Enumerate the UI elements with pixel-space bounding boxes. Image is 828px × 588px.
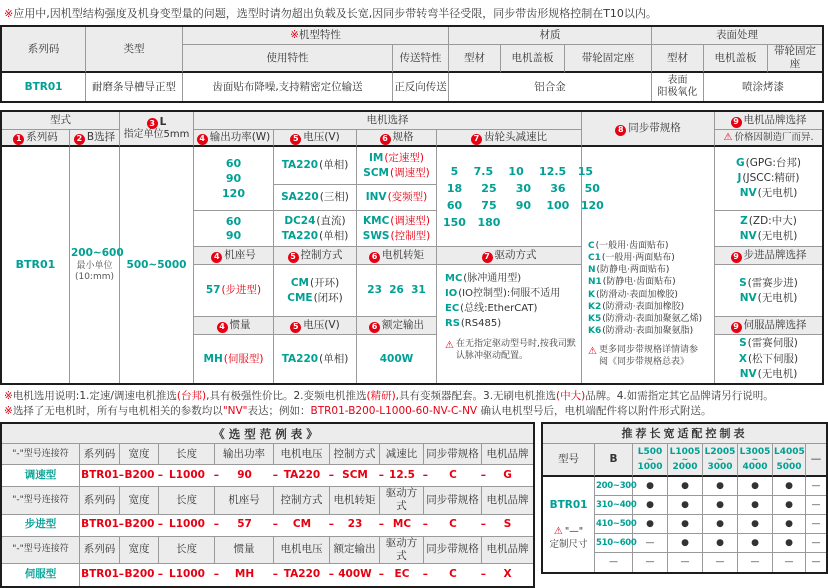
col-header: 驱动方式 (380, 487, 424, 514)
spec-ac2: INV(变频型) (357, 185, 437, 211)
example-value: C – (424, 515, 482, 537)
example-table (0, 422, 535, 588)
header-pulley-seat: 带轮固定座 (565, 45, 652, 73)
power-dc-values: 60 90 (194, 211, 274, 247)
l-range-value: 500~5000 (120, 147, 194, 383)
spacer (544, 512, 593, 526)
control-mode-values: CM(开环) CME(闭环) (274, 265, 357, 317)
example-value: 12.5 – (380, 465, 424, 487)
servo-brand-list: S(雷赛伺服) X(松下伺服) NV(无电机) (738, 337, 799, 380)
b-range: 410~500 (595, 515, 633, 534)
col-header: "-"型号连接符 (2, 487, 80, 514)
col-header: 系列码 (80, 444, 120, 465)
avail-dot: ● (703, 496, 738, 515)
avail-dot: ● (773, 534, 806, 553)
brand-dc-list: Z(ZD:中大) NV(无电机) (715, 211, 822, 247)
frame-size-value: 57(步进型) (194, 265, 274, 317)
avail-dot: ● (738, 534, 773, 553)
voltage-servo-value: TA220(单相) (274, 335, 357, 383)
avail-dot: ● (773, 515, 806, 534)
num8-icon: 8 (615, 125, 626, 136)
voltage-dc: DC24(直流) TA220(单相) (274, 211, 357, 247)
b-range: 200~300 (595, 477, 633, 496)
avail-dot: ● (738, 515, 773, 534)
col-header: 惯量 (215, 537, 274, 564)
avail-dot: ● (668, 534, 703, 553)
avail-dot: — (633, 553, 668, 572)
header-brand-selection: 9 电机品牌选择 (715, 112, 822, 130)
header-length: 3 L 指定单位5mm (120, 112, 194, 147)
row-label-stepper-type: 步进型 (2, 515, 80, 537)
drive-note: ⚠ 在无指定驱动型号时,按我司默 认脉冲驱动配置。 (445, 339, 576, 361)
avail-dot: — (668, 553, 703, 572)
motor-selection-table (0, 110, 824, 385)
col-header: 宽度 (120, 444, 159, 465)
num4-icon: 4 (217, 322, 228, 333)
top-note-text: 应用中,因机型结构强度及机身变型量的问题，选型时请勿超出负载及长宽,因同步带转弯半径受限，同步带齿形规格控制在T10以内。 (13, 7, 657, 20)
example-value: B200 – (124, 568, 163, 581)
col-header: 电机转矩 (330, 487, 380, 514)
header-voltage-servo: 5 电压(V) (274, 317, 357, 335)
example-value: C – (424, 465, 482, 487)
col-header: 同步带规格 (424, 537, 482, 564)
num9-icon: 9 (731, 117, 742, 128)
header-step-brand: 9 步进品牌选择 (715, 247, 822, 265)
voltage-ac2: SA220(三相) (274, 185, 357, 211)
avail-dot: ● (738, 477, 773, 496)
row-label-servo-type: 伺服型 (2, 564, 80, 586)
drive-mode-list: MC(脉冲通用型) IO(IO控制型):伺服不适用 EC(总线:EtherCAT) RS(RS485) ⚠ 在无指定驱动型号时,按我司默 认脉冲驱动配置。 (437, 265, 582, 383)
avail-dot: — (773, 553, 806, 572)
example-value: 57 – (215, 515, 274, 537)
example-value: B200 – (120, 515, 159, 537)
recommend-table (541, 422, 828, 574)
header-material: 材质 (449, 27, 652, 45)
avail-dot: — (806, 515, 826, 534)
avail-dot: — (806, 496, 826, 515)
b-range: — (595, 553, 633, 572)
header-output-power: 4 输出功率(W) (194, 130, 274, 147)
num4-icon: 4 (197, 134, 208, 145)
header-pulley-seat: 带轮固定座 (768, 45, 822, 73)
example-value: 90 – (215, 465, 274, 487)
example-value: L1000 – (159, 465, 215, 487)
header-belt-spec: 8 同步带规格 (582, 112, 715, 147)
avail-dot: — (811, 557, 821, 568)
ref-mark-icon: ※ (4, 405, 13, 418)
header-voltage: 5 电压(V) (274, 130, 357, 147)
torque-values: 23 26 31 (357, 265, 437, 317)
b-range: 510~600 (595, 534, 633, 553)
col-header: 同步带规格 (424, 444, 482, 465)
header-model-group: 型式 (2, 112, 120, 130)
material-value: 铝合金 (449, 73, 652, 101)
num7-icon: 7 (482, 252, 493, 263)
avail-dot: — (633, 534, 668, 553)
header-motor-cover: 电机盖板 (501, 45, 565, 73)
example-value: 23 – (330, 515, 380, 537)
avail-dot: ● (668, 515, 703, 534)
example-value: S (482, 515, 533, 537)
num6-icon: 6 (369, 252, 380, 263)
header-gear-ratio: 7 齿轮头减速比 (437, 130, 582, 147)
header-l-range: L4005 ~ 5000 (773, 444, 806, 477)
row-label-speed-type: 调速型 (2, 465, 80, 487)
inertia-value: MH(伺服型) (194, 335, 274, 383)
transfer-feature-value: 正反向传送 (393, 73, 449, 101)
header-inertia: 4 惯量 (194, 317, 274, 335)
col-header: 输出功率 (215, 444, 274, 465)
ref-mark-icon: ※ (4, 7, 14, 20)
num3-icon: 3 (147, 118, 158, 129)
step-brand-list: S(雷赛步进) NV(无电机) (715, 265, 822, 317)
example-value: MC – (380, 515, 424, 537)
header-b: B (595, 444, 633, 477)
avail-dot: ● (668, 496, 703, 515)
series-code-value: BTR01 (2, 73, 86, 101)
belt-note: ⚠ 更多同步带规格详情请参 阅《同步带规格总表》 (588, 345, 698, 367)
num5-icon: 5 (290, 322, 301, 333)
note-line-1: ※电机选用说明:1.定速/调速电机推选(台邦),具有极强性价比。2.变频电机推选(精研),具有变频器配套。3.无刷电机推选(中大)品牌。4.如需指定其它品牌请另行说明。 (4, 390, 774, 403)
col-header: 宽度 (120, 537, 159, 564)
header-use-feature: 使用特性 (183, 45, 393, 73)
avail-dot: ● (773, 496, 806, 515)
header-l-range: L1005 ~ 2000 (668, 444, 703, 477)
header-model: 型号 (543, 444, 595, 477)
header-dash: — (806, 444, 826, 477)
spec-table (0, 25, 824, 103)
example-value: BTR01 – (80, 465, 120, 487)
use-feature-value: 齿面贴布降噪,支持精密定位输送 (183, 73, 393, 101)
num1-icon: 1 (13, 134, 24, 145)
avail-dot: — (806, 477, 826, 496)
top-note (4, 5, 820, 21)
avail-dot: ● (773, 477, 806, 496)
col-header: 电机电压 (274, 444, 330, 465)
spec-dc: KMC(调速型) SWS(控制型) (357, 211, 437, 247)
surface-profile-value: 表面 阳极氧化 (652, 73, 704, 101)
num6-icon: 6 (369, 322, 380, 333)
col-header: 控制方式 (274, 487, 330, 514)
header-drive-mode: 7 驱动方式 (437, 247, 582, 265)
col-header: 系列码 (80, 487, 120, 514)
header-profile: 型材 (449, 45, 501, 73)
col-header: 额定输出 (330, 537, 380, 564)
col-header: 系列码 (80, 537, 120, 564)
col-header: "-"型号连接符 (2, 537, 80, 564)
col-header: 长度 (159, 444, 215, 465)
header-type: 类型 (86, 27, 183, 73)
header-profile: 型材 (652, 45, 704, 73)
header-motor-cover: 电机盖板 (704, 45, 768, 73)
avail-dot: ● (633, 496, 668, 515)
num5-icon: 5 (290, 134, 301, 145)
b-range-value: 200~600 最小单位 (10:mm) (70, 147, 120, 383)
example-value: MH – (234, 568, 278, 581)
warning-icon: ⚠ (588, 346, 597, 358)
header-frame-size: 4 机座号 (194, 247, 274, 265)
example-value: G (482, 465, 533, 487)
header-control-mode: 5 控制方式 (274, 247, 357, 265)
col-header: 宽度 (120, 487, 159, 514)
header-l-range: L500 ~ 1000 (633, 444, 668, 477)
col-header: 机座号 (215, 487, 274, 514)
avail-dot: ● (703, 515, 738, 534)
col-header: 同步带规格 (424, 487, 482, 514)
b-range: 310~400 (595, 496, 633, 515)
voltage-ac1: TA220(单相) (274, 147, 357, 185)
example-value: C – (449, 568, 486, 581)
example-value: BTR01 – (80, 515, 120, 537)
num7-icon: 7 (471, 134, 482, 145)
example-value: SCM – (330, 465, 380, 487)
example-value: 400W – (338, 568, 384, 581)
belt-spec-list: C(一般用·齿面贴布) C1(一般用·两面贴布) N(防静电·两面贴布) N1(防静电·齿面贴布) K(防滑动·表面加橡胶) K2(防滑动·表面加橡胶) K5(防滑动·表面加聚氨乙烯) K6(防滑动·表面加聚氨脂) ⚠ 更多同步带规格详情请参 阅《同步带规格总表》 (582, 147, 715, 383)
avail-dot: — (703, 553, 738, 572)
brand-price-note: ⚠ 价格因制造厂而异. (715, 130, 822, 147)
surface-other-value: 喷涂烤漆 (742, 80, 785, 93)
example-table-title: 《选型范例表》 (2, 424, 533, 444)
bottom-section (0, 422, 820, 588)
example-value: L1000 – (169, 568, 219, 581)
num9-icon: 9 (731, 322, 742, 333)
spec-ac1: IM(定速型) SCM(调速型) (357, 147, 437, 185)
col-header: 长度 (159, 487, 215, 514)
col-header: 电机电压 (274, 537, 330, 564)
num5-icon: 5 (288, 252, 299, 263)
motor-notes (4, 389, 820, 419)
header-transfer-feature: 传送特性 (393, 45, 449, 73)
num2-icon: 2 (74, 134, 85, 145)
warning-icon: ⚠ (723, 131, 733, 143)
model-cell: BTR01 ⚠ "—" 定制尺寸 (543, 477, 595, 572)
col-header: "-"型号连接符 (2, 444, 80, 465)
avail-dot: — (738, 553, 773, 572)
num6-icon: 6 (380, 134, 391, 145)
warning-icon: ⚠ (445, 340, 454, 352)
example-value: EC – (394, 568, 428, 581)
series-value: BTR01 (2, 147, 70, 383)
avail-dot: ● (703, 534, 738, 553)
avail-dot: ● (633, 515, 668, 534)
spacer (0, 103, 820, 110)
avail-dot: ● (633, 477, 668, 496)
recommend-table-title: 推荐长宽适配控制表 (543, 424, 826, 444)
header-motor-torque: 6 电机转矩 (357, 247, 437, 265)
avail-dot: ● (668, 477, 703, 496)
header-b-select: 2 B选择 (70, 130, 120, 147)
header-series: 1 系列码 (2, 130, 70, 147)
example-value: B200 – (120, 465, 159, 487)
header-rated-output: 6 额定输出 (357, 317, 437, 335)
avail-dot: — (806, 534, 826, 553)
spacer (588, 162, 713, 240)
col-header: 控制方式 (330, 444, 380, 465)
header-l-range: L3005 ~ 4000 (738, 444, 773, 477)
col-header: 减速比 (380, 444, 424, 465)
header-servo-brand: 9 伺服品牌选择 (715, 317, 822, 335)
note-line-2: ※选择了无电机时，所有与电机相关的参数均以"NV"表达；例如：BTR01-B200-L1000-60-NV-C-NV 确认电机型号后，电机端配件将以附件形式附送。 (4, 405, 712, 418)
header-motor-selection: 电机选择 (194, 112, 582, 130)
col-header: 电机品牌 (482, 444, 533, 465)
num4-icon: 4 (211, 252, 222, 263)
header-series-code: 系列码 (2, 27, 86, 73)
type-value: 耐磨条导槽导正型 (86, 73, 183, 101)
warning-icon: ⚠ (553, 526, 563, 538)
gear-ratio-values: 5 7.5 10 12.5 15 18 25 30 36 50 60 75 90 100 120 150 180 (437, 147, 582, 247)
avail-dot: ● (703, 477, 738, 496)
col-header: 电机品牌 (482, 537, 533, 564)
header-spec: 6 规格 (357, 130, 437, 147)
rated-output-value: 400W (357, 335, 437, 383)
col-header: 长度 (159, 537, 215, 564)
ref-mark-icon: ※ (290, 28, 299, 41)
example-value: BTR01 – (81, 568, 124, 581)
col-header: 驱动方式 (380, 537, 424, 564)
brand-ac-list: G(GPG:台邦) J(JSCC:精研) NV(无电机) (715, 147, 822, 211)
col-header: 电机品牌 (482, 487, 533, 514)
example-value: TA220 – (274, 465, 330, 487)
header-machine-features: ※机型特性 (183, 27, 449, 45)
avail-dot: ● (738, 496, 773, 515)
num9-icon: 9 (731, 252, 742, 263)
header-l-range: L2005 ~ 3000 (703, 444, 738, 477)
example-value: X (503, 568, 512, 581)
example-value: CM – (274, 515, 330, 537)
example-value: TA220 – (283, 568, 334, 581)
example-value: L1000 – (159, 515, 215, 537)
header-surface: 表面处理 (652, 27, 822, 45)
power-ac-values: 60 90 120 (194, 147, 274, 211)
ref-mark-icon: ※ (4, 390, 13, 403)
